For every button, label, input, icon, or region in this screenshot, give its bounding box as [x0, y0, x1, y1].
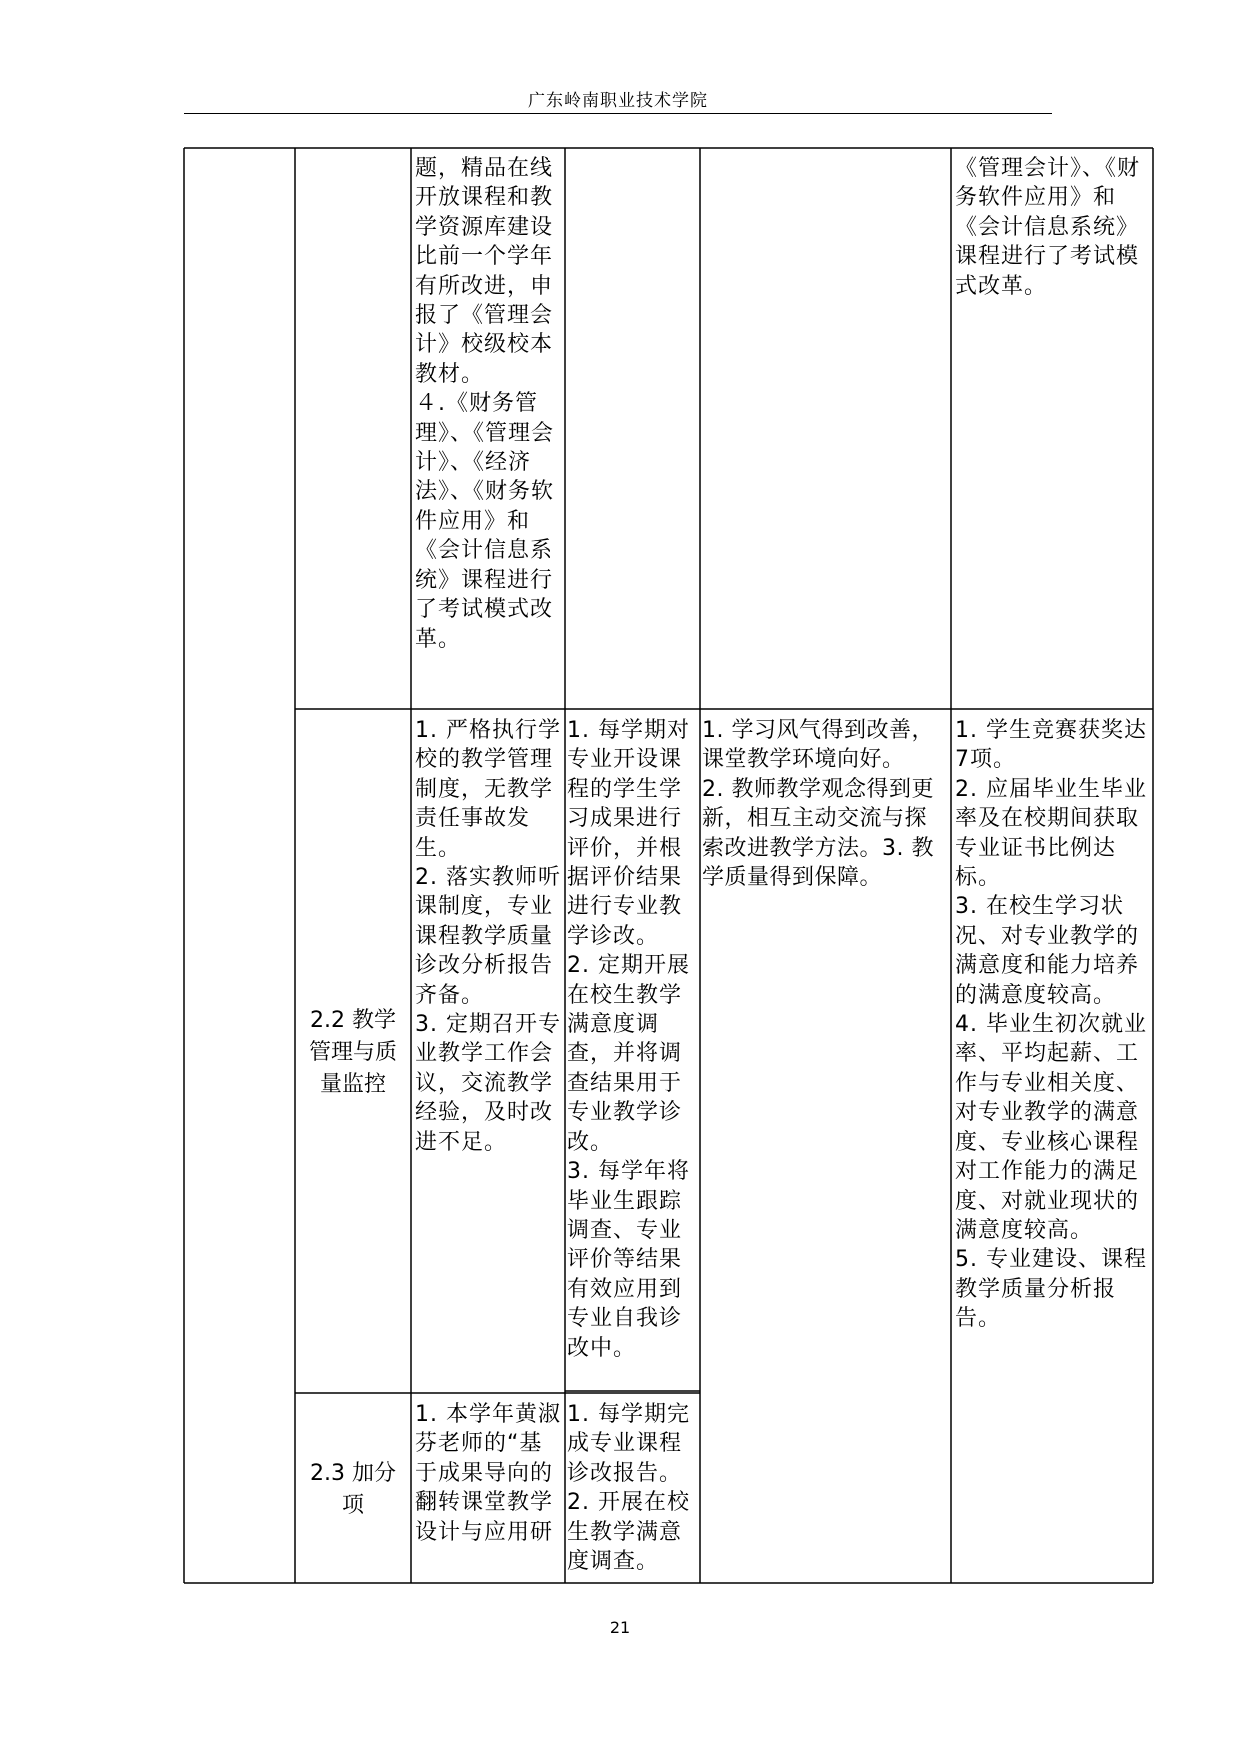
page-number: 21 — [609, 1618, 631, 1637]
row2-col5-para1: 1. 学习风气得到改善，课堂教学环境向好。 — [702, 718, 934, 773]
row2-col6-para4: 4. 毕业生初次就业率、平均起薪、工作与专业相关度、对专业教学的满意度、专业核心课程对工作能力的满足度、对就业现状的满意度较高。 — [955, 1012, 1147, 1243]
page-header-title: 广东岭南职业技术学院 — [528, 91, 708, 111]
row2-col6-para3: 3. 在校生学习状况、对专业教学的满意度和能力培养的满意度较高。 — [955, 894, 1140, 1008]
item-label-2-2: 2.2 教学管理与质量监控 — [308, 1008, 397, 1097]
row2-col3-para3: 3. 定期召开专业教学工作会议，交流教学经验，及时改进不足。 — [415, 1012, 561, 1155]
row2-col4-para1: 1. 每学期对专业开设课程的学生学习成果进行评价，并根据评价结果进行专业教学诊改。 — [567, 718, 690, 949]
row2-col3-para2: 2. 落实教师听课制度，专业课程教学质量诊改分析报告齐备。 — [415, 865, 561, 1008]
header-divider — [184, 113, 1052, 114]
row2-col3 — [415, 716, 561, 1157]
row3-col3-para1: 1. 本学年黄淑芬老师的“基于成果导向的翻转课堂教学设计与应用研 — [415, 1402, 561, 1545]
row2-col6-para5: 5. 专业建设、课程教学质量分析报告。 — [955, 1247, 1147, 1332]
item-label-2-3: 2.3 加分项 — [310, 1461, 396, 1518]
row3-col4 — [567, 1400, 698, 1576]
row2-col4-para2: 2. 定期开展在校生教学满意度调查，并将调查结果用于专业教学诊改。 — [567, 953, 690, 1155]
row1-col3 — [415, 154, 561, 654]
row2-col4-para3: 3. 每学年将毕业生跟踪调查、专业评价等结果有效应用到专业自我诊改中。 — [567, 1159, 690, 1361]
row2-col5-para2: 2. 教师教学观念得到更新，相互主动交流与探索改进教学方法。3. 教学质量得到保障。 — [702, 776, 934, 891]
row2-col4 — [567, 716, 698, 1363]
row3-col3 — [415, 1400, 561, 1547]
row1-col6-para1: 《管理会计》、《财务软件应用》和《会计信息系统》课程进行了考试模式改革。 — [955, 156, 1141, 299]
row2-col6 — [955, 716, 1149, 1334]
row3-col4-para1: 1. 每学期完成专业课程诊改报告。 — [567, 1402, 690, 1486]
row2-col6-para2: 2. 应届毕业生毕业率及在校期间获取专业证书比例达标。 — [955, 776, 1147, 891]
row1-col6 — [955, 154, 1149, 301]
row1-col3-para2: ４.《财务管理》、《管理会计》、《经济法》、《财务软件应用》和《会计信息系统》课程进行了考试模式改革。 — [415, 391, 555, 652]
row3-col4-para2: 2. 开展在校生教学满意度调查。 — [567, 1490, 690, 1575]
row2-col5 — [702, 716, 949, 892]
row1-col3-para1: 题，精品在线开放课程和教学资源库建设比前一个学年有所改进，申报了《管理会计》校级校本教材。 — [415, 156, 554, 387]
row2-col6-para1: 1. 学生竞赛获奖达7项。 — [955, 718, 1147, 773]
row2-col3-para1: 1. 严格执行学校的教学管理制度，无教学责任事故发生。 — [415, 718, 561, 861]
